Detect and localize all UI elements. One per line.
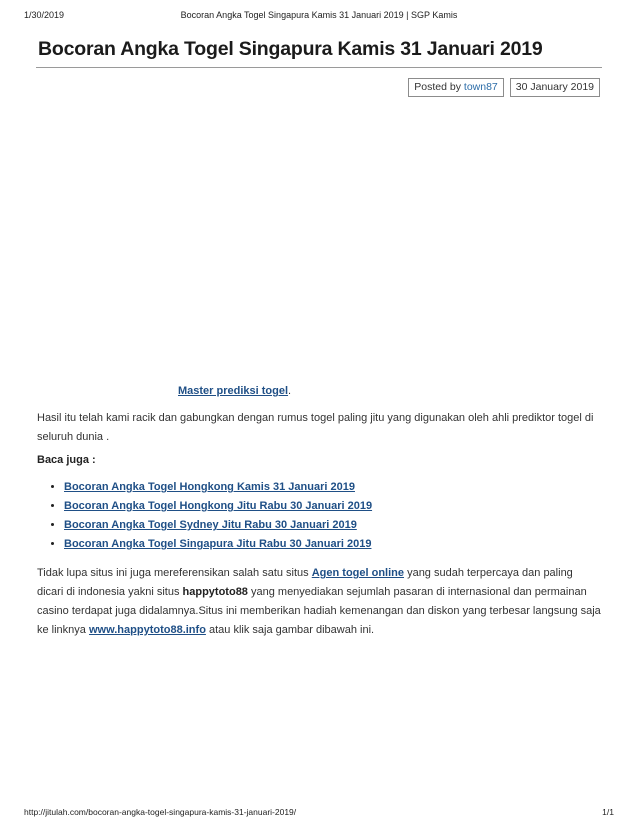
author-link[interactable]: town87	[463, 81, 498, 93]
site-link[interactable]: www.happytoto88.info	[88, 624, 206, 636]
post-meta	[408, 78, 600, 97]
list-item	[64, 479, 372, 498]
intro-paragraph: Hasil itu telah kami racik dan gabungkan dengan rumus togel paling jitu yang digunakan oleh ahli prediktor togel di seluruh dunia .	[37, 412, 594, 443]
related-link-sydney-rabu[interactable]: Bocoran Angka Togel Sydney Jitu Rabu 30 Januari 2019	[64, 519, 357, 531]
agen-text-b: yang sudah terpercaya dan paling dicari di indonesia yakni situs	[37, 567, 573, 598]
post-date: 30 January 2019	[510, 78, 600, 97]
list-item	[64, 536, 372, 555]
brand-name: happytoto88	[182, 586, 248, 598]
agen-text-d: atau klik saja gambar dibawah ini.	[205, 624, 375, 636]
print-header	[24, 10, 614, 24]
master-prediksi-link[interactable]: Master prediksi togel	[178, 385, 289, 397]
print-page-number: 1/1	[602, 807, 614, 817]
related-posts-list	[52, 479, 372, 555]
list-item	[64, 517, 372, 536]
baca-juga-heading: Baca juga :	[37, 454, 96, 466]
master-line	[178, 383, 291, 399]
print-footer	[24, 807, 614, 819]
agen-text-c: yang menyediakan sejumlah pasaran di internasional dan permainan casino terdapat juga didalamnya.Situs ini memberikan hadiah kemenangan dan diskon yang terbesar langsung saja ke linknya	[37, 586, 601, 636]
master-suffix: .	[288, 385, 292, 397]
agen-paragraph	[37, 564, 602, 640]
related-link-sgp-rabu[interactable]: Bocoran Angka Togel Singapura Jitu Rabu 30 Januari 2019	[64, 538, 372, 550]
posted-by-box	[408, 78, 503, 97]
list-item	[64, 498, 372, 517]
agen-text-a: Tidak lupa situs ini juga mereferensikan salah satu situs	[37, 567, 312, 579]
agen-togel-link[interactable]: Agen togel online	[311, 567, 405, 579]
related-link-hk-kamis[interactable]: Bocoran Angka Togel Hongkong Kamis 31 Januari 2019	[64, 481, 355, 493]
post-title: Bocoran Angka Togel Singapura Kamis 31 Januari 2019	[38, 38, 543, 60]
print-date: 1/30/2019	[24, 10, 65, 20]
related-link-hk-rabu[interactable]: Bocoran Angka Togel Hongkong Jitu Rabu 30 Januari 2019	[64, 500, 373, 512]
print-url: http://jitulah.com/bocoran-angka-togel-singapura-kamis-31-januari-2019/	[24, 807, 297, 817]
posted-by-label: Posted by	[414, 81, 461, 93]
title-divider	[36, 67, 602, 68]
print-page-title: Bocoran Angka Togel Singapura Kamis 31 Januari 2019 | SGP Kamis	[180, 10, 458, 20]
